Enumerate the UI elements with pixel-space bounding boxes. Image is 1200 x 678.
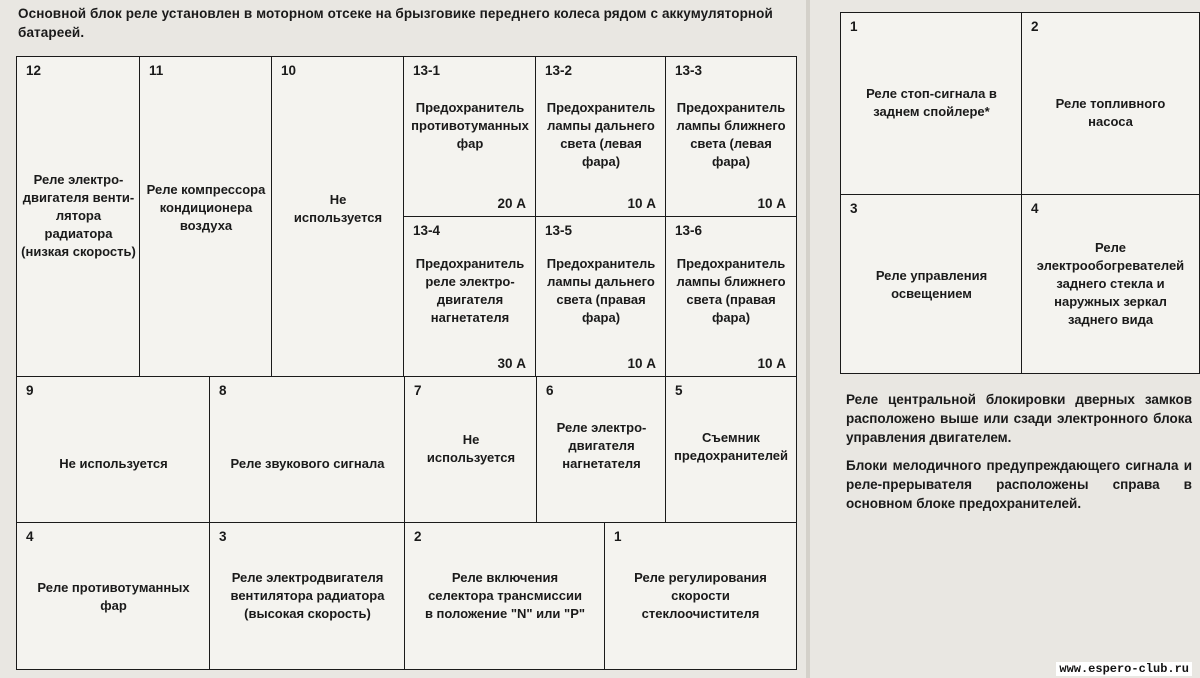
relay-4-cell <box>16 522 211 670</box>
fuse-13-3-cell <box>665 56 797 218</box>
fuse-13-5-cell <box>535 216 667 378</box>
fuse-13-6-cell <box>665 216 797 378</box>
fuse-13-2-number: 13-2 <box>545 63 573 78</box>
relay-11-number: 11 <box>149 63 164 78</box>
relay-2-number: 2 <box>414 529 422 544</box>
relay-3-label: Реле электродвигателя вентилятора радиатора (высокая скорость) <box>230 570 385 621</box>
relay-12-number: 12 <box>26 63 42 78</box>
fuse-13-1-cell <box>403 56 537 218</box>
relay-11-cell <box>139 56 273 378</box>
fuse-13-3-label: Предохранитель лампы ближнего света (левая фара) <box>676 100 786 169</box>
fuse-13-1-number: 13-1 <box>413 63 441 78</box>
right-relay-1-label: Реле стоп-сигнала в заднем спойлере* <box>866 86 997 119</box>
right-relay-2-label: Реле топливного насоса <box>1055 96 1166 129</box>
fuse-13-2-amperage: 10 А <box>627 196 656 211</box>
fuse-13-1-amperage: 20 А <box>497 196 526 211</box>
page-gutter <box>806 0 810 678</box>
relay-10-number: 10 <box>281 63 297 78</box>
fuse-13-4-number: 13-4 <box>413 223 441 238</box>
fuse-13-3-amperage: 10 А <box>757 196 786 211</box>
fuse-13-5-label: Предохранитель лампы дальнего света (правая фара) <box>546 256 656 325</box>
relay-6-cell <box>536 376 667 524</box>
relay-5-number: 5 <box>675 383 683 398</box>
fuse-13-2-cell <box>535 56 667 218</box>
note-melodic-signal: Блоки мелодичного предупреждающего сигнала и реле-прерывателя расположены справа в основном блоке предохранителей. <box>846 458 1192 511</box>
fuse-13-3-number: 13-3 <box>675 63 703 78</box>
right-relay-1-cell <box>840 12 1023 196</box>
relay-11-label: Реле компрессора кондиционера воздуха <box>146 182 266 233</box>
fuse-13-2-label: Предохранитель лампы дальнего света (левая фара) <box>546 100 656 169</box>
relay-2-cell <box>404 522 606 670</box>
relay-5-label: Съемник предохранителей <box>673 430 789 463</box>
relay-10-cell <box>271 56 405 378</box>
note-central-lock: Реле центральной блокировки дверных замков расположено выше или сзади электронного блока управления двигателем. <box>846 392 1192 445</box>
relay-3-cell <box>209 522 406 670</box>
relay-6-label: Реле электро-двигателя нагнетателя <box>556 420 647 471</box>
relay-8-number: 8 <box>219 383 227 398</box>
relay-7-label: Не используется <box>426 432 516 465</box>
relay-12-cell <box>16 56 141 378</box>
relay-9-number: 9 <box>26 383 34 398</box>
relay-10-label: Не используется <box>293 192 383 225</box>
relay-12-label: Реле электро-двигателя венти-лятора радиатора (низкая скорость) <box>21 172 136 259</box>
relay-3-number: 3 <box>219 529 227 544</box>
relay-2-label: Реле включения селектора трансмиссии в положение "N" или "P" <box>424 570 586 621</box>
fuse-13-4-amperage: 30 А <box>497 356 526 371</box>
right-relay-2-number: 2 <box>1031 19 1039 34</box>
site-watermark: www.espero-club.ru <box>1056 662 1192 676</box>
intro-text: Основной блок реле установлен в моторном отсеке на брызговике переднего колеса рядом с аккумуляторной батареей. <box>18 6 773 40</box>
fuse-13-4-cell <box>403 216 537 378</box>
right-relay-1-number: 1 <box>850 19 858 34</box>
relay-5-cell <box>665 376 797 524</box>
right-relay-2-cell <box>1021 12 1200 196</box>
relay-4-number: 4 <box>26 529 34 544</box>
right-relay-4-label: Реле электрообогревателей заднего стекла и наружных зеркал заднего вида <box>1036 240 1185 327</box>
relay-8-label: Реле звукового сигнала <box>230 456 385 471</box>
relay-1-number: 1 <box>614 529 622 544</box>
relay-7-number: 7 <box>414 383 422 398</box>
fuse-13-6-label: Предохранитель лампы ближнего света (правая фара) <box>676 256 786 325</box>
fuse-13-6-number: 13-6 <box>675 223 703 238</box>
fuse-13-1-label: Предохранитель противотуманных фар <box>411 100 529 151</box>
right-relay-3-label: Реле управления освещением <box>875 268 988 301</box>
relay-9-cell <box>16 376 211 524</box>
right-relay-4-number: 4 <box>1031 201 1039 216</box>
relay-8-cell <box>209 376 406 524</box>
relay-4-label: Реле противотуманных фар <box>37 580 190 613</box>
relay-1-cell <box>604 522 797 670</box>
fuse-13-4-label: Предохранитель реле электро-двигателя нагнетателя <box>415 256 525 325</box>
right-relay-3-number: 3 <box>850 201 858 216</box>
relay-7-cell <box>404 376 538 524</box>
right-relay-4-cell <box>1021 194 1200 374</box>
relay-6-number: 6 <box>546 383 554 398</box>
relay-1-label: Реле регулирования скорости стеклоочистителя <box>634 570 767 621</box>
fuse-13-6-amperage: 10 А <box>757 356 786 371</box>
fuse-13-5-number: 13-5 <box>545 223 573 238</box>
relay-9-label: Не используется <box>59 456 168 471</box>
right-relay-3-cell <box>840 194 1023 374</box>
fuse-13-5-amperage: 10 А <box>627 356 656 371</box>
